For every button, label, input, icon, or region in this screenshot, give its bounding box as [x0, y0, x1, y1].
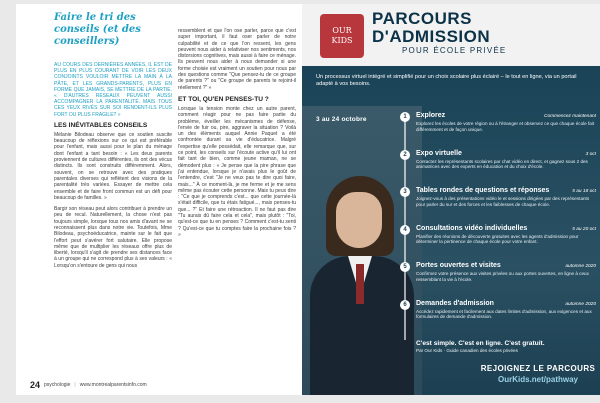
closing-subtitle: Par Our Kids · Guide canadien des écoles privées — [416, 348, 518, 353]
step-number: 3 — [400, 187, 410, 197]
cta-url[interactable]: OurKids.net/pathway — [497, 375, 578, 384]
paragraph: Lorsque la tension monte chez un autre parent, comment réagir pour ne pas faire partie du problème, éveiller les mécanismes de défense, l'envie de fuir ou, pire, aggraver la situation ? Voilà un des éléments auquel Annie Paquet a été confrontée durant sa vie d'éducatrice. Malgré l'expertise qu'elle possédait, elle remarque que, sur ce point, les conseils sur l'écoute active qu'il lui ont fait tant de bien, comme jeune maman, ne se démodent plus : « Je pense que la pire phrase que j'ai entendue, lorsque je n'avais plus le goût de l'entendre, c'est "Je ne veux pas te dire quoi faire, mais..." À ce moment-là, je me ferme et je me sens même pas écouter cette personne. Mais tu peux dire : "Ce que je comprends c'est... que cette journée-là s'était difficile, que tu étais fatigué..., mais penses-tu que... ?" Et faire une rétroaction. Il ne faut pas dire "Tu aurais dû faire cela et cela", mais plutôt : "Toi, qu'est-ce que tu en penses ? Comment c'est-tu senti ? Qu'est-ce que tu comptes faire la prochaine fois ? » — [178, 105, 296, 238]
step-number: 2 — [400, 150, 410, 160]
step-item — [400, 112, 596, 150]
closing-title: C'est simple. C'est en ligne. C'est gratuit. — [416, 340, 545, 347]
our-kids-logo — [320, 14, 364, 58]
title-line: conseillers) — [54, 36, 120, 47]
step-date: automne 2020 — [565, 264, 596, 269]
ad-call-to-action — [480, 364, 596, 384]
ad-closing — [416, 340, 596, 353]
step-text: Joignez-vous à des présentations vidéo le et sessions dirigées par des représentants pour parler du sur et des forces et les faiblesses de chaque école. — [416, 196, 590, 207]
page-number: 24 — [30, 380, 41, 390]
paragraph: Mélanie Bilodeau observe que ce soutien suscite beaucoup de réflexions sur ce qui est préférable pour l'enfant, mais aussi pour le plan du ménage dont l'enfant a tant besoin : « Les deux parents proviennent de cultures différentes, ils ont des vécus distincts. Ils sont construits différemment. Alors, souvent, on se retrouve avec des pratiques parentales diverses qui reflètent des visions de la parentalité très variées. Essayer de mettre cela ensemble et de faire front commun est un défi pour beaucoup de familles. » — [54, 131, 172, 201]
step-number: 4 — [400, 225, 410, 235]
step-title: Explorez — [416, 112, 446, 119]
article-lede: AU COURS DES DERNIÈRES ANNÉES, IL EST DE PLUS EN PLUS COURANT DE VOIR LES DEUX CONJOINTS VOULOIR METTRE LA MAIN À LA PÂTE, ET LES GRANDS-PARENTS, PLUS EN FORME QUE JAMAIS, SE METTRE DE LA PARTIE. « D'AUTRES RÉSEAUX PEUVENT AUSSI ACCOMPAGNER LA PARENTALITÉ. MAIS TOUS CES YEUX RIVÉS SUR SOI RENDENT-ILS PLUS FORT OU PLUS FRAGILE? » — [54, 62, 172, 118]
step-title: Portes ouvertes et visites — [416, 262, 501, 269]
step-title: Demandes d'admission — [416, 299, 494, 307]
step-text: Planifier des réunions de découverte gratuites avec les agents d'admission pour déterminer la pertinence de chaque école pour votre enfant. — [416, 233, 579, 245]
step-text: Accédez rapidement et facilement aux dates limites d'admission, aux exigences et aux formulaires de demande d'admission. — [416, 308, 592, 320]
paragraph: Bargir son réseau peut alors contribuer à prendre un peu de recul. Naturellement, la chose n'est pas toujours simple, lorsque tous nos amis d'avant ne se reconnaissent plus dans notre vie. Toutefois, Mme Bilodeau, psychoéducatrice, mainte sur le fait que l'effort peut s'avérer fort salutaire. Elle propose même que de multiplier les réseaux offre plus de liberté, lorsqu'il s'agit de prendre ses distances face à un groupe qui ne correspond plus à ses valeurs : « Lorsqu'on s'entoure de gens qui nous — [54, 206, 172, 269]
ad-headline — [372, 10, 506, 55]
step-title: Expo virtuelle — [416, 149, 462, 157]
step-date: automne 2020 — [565, 301, 596, 307]
step-item — [400, 150, 596, 188]
step-item — [400, 225, 596, 263]
section-heading: ET TOI, QU'EN PENSES-TU ? — [178, 95, 269, 103]
section-heading: LES INÉVITABLES CONSEILS — [54, 121, 148, 129]
title-line: Faire le tri des — [54, 12, 136, 23]
ad-header — [302, 4, 600, 62]
article-page — [16, 4, 302, 395]
step-text: Explorez les écoles de votre région ou à l'étranger et observez ce que chaque école fait différemment et de façon unique. — [416, 121, 595, 132]
ad-intro: Un processus virtuel intégré et simplifié pour un choix scolaire plus éclairé – le tout en ligne, via un portail adapté à vos besoins. — [316, 74, 577, 87]
step-number: 6 — [400, 300, 410, 310]
step-text: Contactez les représentants scolaires par chat vidéo en direct, et gagnez sous 2 des animatrices avec des experts en éducation et du choix d'école. — [416, 158, 588, 170]
headline-line: D'ADMISSION — [372, 27, 491, 46]
step-text: Confirmez votre présence aux visites privées ou aux portes ouvertes, en ligne à ceux ressemblant la vie à l'école. — [416, 271, 589, 282]
footer-url[interactable]: www.montrealparentsinfo.com — [79, 382, 147, 388]
step-date: 5 au 20 oct — [572, 226, 596, 232]
logo-line: OUR — [332, 26, 352, 35]
article-column-2 — [178, 28, 296, 243]
cta-text: REJOIGNEZ LE PARCOURS — [480, 364, 596, 373]
step-item — [400, 300, 596, 338]
step-title: Consultations vidéo individuelles — [416, 224, 528, 232]
step-date: 5 au 18 oct — [572, 189, 596, 194]
article-column-1 — [54, 62, 172, 274]
step-number: 5 — [400, 262, 410, 272]
paragraph: ressemblent et que l'on ose parler, parce que c'est super important, il faut oser parler de notre culpabilité et de ce que l'on ressent, les gens peuvent nous aider à relativiser nos sentiments, nos distorsions cognitives, mais aussi à faire ce ménage. Ils peuvent nous aider à nous demander si une forme choisie est vraiment un soutien pour nous par des questions comme "Que pensez-tu de ce groupe de parents ?" ou "Ce groupe de parents te rejoint-il réellement ?" » — [178, 28, 296, 91]
step-item — [400, 262, 596, 300]
date-range: 3 au 24 octobre — [316, 116, 367, 123]
step-item — [400, 187, 596, 225]
step-date: 3 oct — [585, 151, 596, 157]
headline-subtitle: POUR ÉCOLE PRIVÉE — [402, 46, 507, 55]
step-number: 1 — [400, 112, 410, 122]
step-title: Tables rondes de questions et réponses — [416, 187, 550, 194]
step-date: Commencez maintenant — [544, 114, 596, 119]
headline-line: PARCOURS — [372, 9, 473, 28]
page-footer — [30, 379, 300, 391]
advertisement-page — [302, 4, 600, 395]
article-title — [54, 12, 144, 48]
logo-line: KIDS — [331, 36, 353, 45]
ad-body — [302, 66, 600, 395]
title-line: conseils (et des — [54, 24, 141, 35]
footer-section: psychologie — [44, 382, 71, 388]
steps-list — [400, 112, 596, 337]
footer-separator: | — [74, 382, 76, 388]
